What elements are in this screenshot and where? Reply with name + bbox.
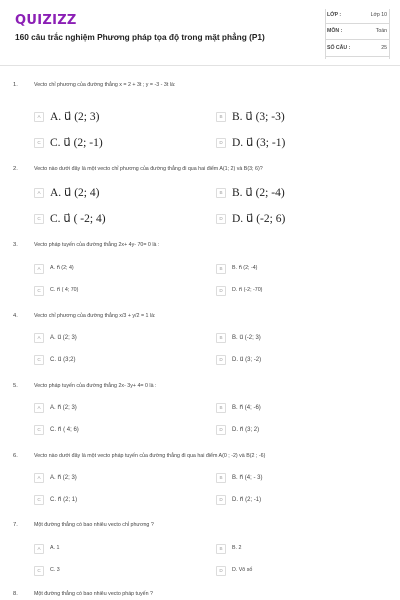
- option-letter: D: [216, 214, 226, 224]
- option-text: B. 2: [232, 545, 242, 551]
- meta-border-right: [389, 9, 390, 59]
- question-text: Vecto pháp tuyến của đường thẳng 2x- 3y+ 4= 0 là :: [34, 383, 157, 389]
- option-text: C. n⃗ ( 4; 70): [50, 287, 79, 293]
- option-text: C. n⃗ ( 4; 6): [50, 427, 79, 433]
- option-text: B. n⃗ (4; -6): [232, 405, 261, 411]
- option-text: D. n⃗ (-2; -70): [232, 287, 263, 293]
- meta-border-left: [325, 9, 326, 59]
- meta-info-box: [325, 9, 389, 59]
- option-letter: B: [216, 188, 226, 198]
- option-text: C. u⃗ (3;2): [50, 357, 76, 363]
- option-letter: C: [34, 355, 44, 365]
- meta-value: Lớp 10: [370, 12, 387, 18]
- option-letter: A: [34, 188, 44, 198]
- question-text: Vecto pháp tuyến của đường thẳng 2x+ 4y- 70= 0 là :: [34, 242, 160, 248]
- option-letter: B: [216, 544, 226, 554]
- option-text: D. u⃗ (3; -2): [232, 357, 262, 363]
- option-letter: D: [216, 425, 226, 435]
- option-text: B. n⃗ (2; -4): [232, 265, 258, 271]
- option-letter: A: [34, 544, 44, 554]
- option-letter: B: [216, 473, 226, 483]
- question-text: Một đường thẳng có bao nhiêu vecto pháp tuyến ?: [34, 591, 153, 597]
- document-title: 160 câu trắc nghiệm Phương pháp tọa độ trong mặt phẳng (P1): [15, 32, 265, 42]
- question-number: 4.: [13, 313, 18, 319]
- header-divider: [0, 65, 400, 66]
- option-text: B. u⃗ (2; -4): [232, 187, 285, 199]
- question-text: Vecto nào dưới đây là một vecto pháp tuyến của đường thẳng đi qua hai điểm A(0 ; -2) và B(2 ; -6): [34, 453, 266, 459]
- option-text: D. n⃗ (3; 2): [232, 427, 260, 433]
- option-letter: D: [216, 286, 226, 296]
- option-letter: B: [216, 264, 226, 274]
- option-text: D. u⃗ (-2; 6): [232, 213, 286, 225]
- option-letter: D: [216, 138, 226, 148]
- option-letter: C: [34, 286, 44, 296]
- option-text: D. n⃗ (2; -1): [232, 497, 262, 503]
- option-text: D. Vô số: [232, 567, 253, 573]
- option-text: B. n⃗ (4; - 3): [232, 475, 263, 481]
- option-letter: B: [216, 112, 226, 122]
- question-number: 5.: [13, 383, 18, 389]
- option-text: A. u⃗ (2; 4): [50, 187, 100, 199]
- option-text: A. n⃗ (2; 3): [50, 475, 77, 481]
- question-text: Vecto chỉ phương của đường thẳng x = 2 + 3t ; y = -3 - 3t là:: [34, 82, 176, 88]
- option-text: A. n⃗ (2; 4): [50, 265, 74, 271]
- meta-row-count: [325, 42, 389, 57]
- option-letter: D: [216, 495, 226, 505]
- option-text: C. u⃗ (2; -1): [50, 137, 103, 149]
- option-text: A. n⃗ (2; 3): [50, 405, 77, 411]
- option-letter: A: [34, 473, 44, 483]
- option-letter: C: [34, 566, 44, 576]
- option-letter: A: [34, 112, 44, 122]
- option-letter: A: [34, 264, 44, 274]
- meta-row-class: [325, 9, 389, 24]
- question-number: 3.: [13, 242, 18, 248]
- question-number: 7.: [13, 522, 18, 528]
- meta-value: 25: [381, 45, 387, 51]
- question-number: 6.: [13, 453, 18, 459]
- option-text: C. 3: [50, 567, 60, 573]
- question-number: 1.: [13, 82, 18, 88]
- option-text: B. u⃗ (3; -3): [232, 111, 285, 123]
- question-text: Vecto chỉ phương của đường thẳng x/3 + y/2 = 1 là:: [34, 313, 156, 319]
- meta-value: Toán: [375, 28, 387, 34]
- option-letter: C: [34, 425, 44, 435]
- quizizz-logo: QUIZIZZ: [15, 13, 77, 28]
- question-number: 8.: [13, 591, 18, 597]
- question-text: Vecto nào dưới đây là một vecto chỉ phương của đường thẳng đi qua hai điểm A(1; 2) và B(3; 6)?: [34, 166, 263, 172]
- option-letter: A: [34, 403, 44, 413]
- option-letter: C: [34, 214, 44, 224]
- option-text: D. u⃗ (3; -1): [232, 137, 286, 149]
- option-letter: C: [34, 138, 44, 148]
- meta-label: SỐ CÂU :: [327, 45, 351, 51]
- meta-row-subject: [325, 25, 389, 40]
- option-letter: D: [216, 355, 226, 365]
- option-text: A. u⃗ (2; 3): [50, 335, 77, 341]
- meta-label: LỚP :: [327, 12, 342, 18]
- option-letter: B: [216, 403, 226, 413]
- question-number: 2.: [13, 166, 18, 172]
- option-text: C. n⃗ (2; 1): [50, 497, 78, 503]
- option-text: C. u⃗ ( -2; 4): [50, 213, 106, 225]
- meta-label: MÔN :: [327, 28, 343, 34]
- option-text: A. 1: [50, 545, 60, 551]
- option-text: B. u⃗ (-2; 3): [232, 335, 261, 341]
- question-text: Một đường thẳng có bao nhiêu vecto chỉ phương ?: [34, 522, 154, 528]
- option-letter: C: [34, 495, 44, 505]
- option-letter: D: [216, 566, 226, 576]
- option-letter: B: [216, 333, 226, 343]
- option-letter: A: [34, 333, 44, 343]
- option-text: A. u⃗ (2; 3): [50, 111, 100, 123]
